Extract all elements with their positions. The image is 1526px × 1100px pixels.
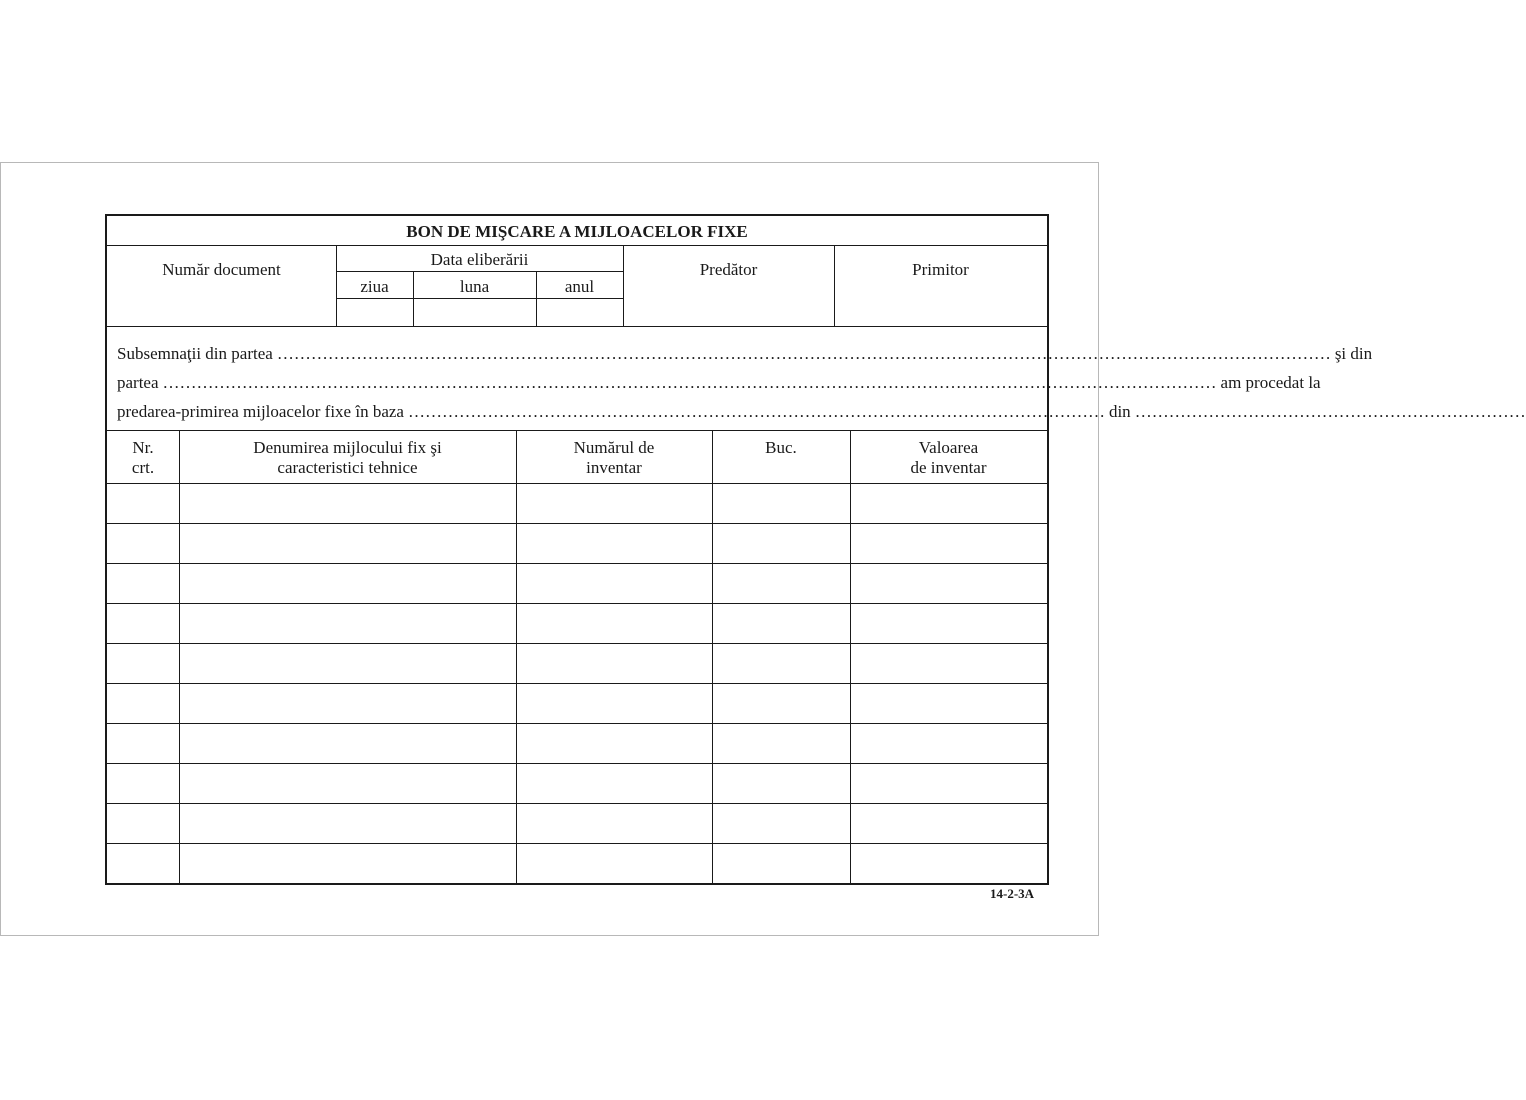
col-nr-label-2: crt. xyxy=(131,458,155,477)
statement-text: şi din xyxy=(1334,344,1373,363)
fill-in-dots[interactable]: …………………………………………………………… xyxy=(1134,402,1526,421)
divider xyxy=(107,430,1047,431)
table-row[interactable] xyxy=(107,803,1047,804)
table-row[interactable] xyxy=(107,843,1047,844)
divider xyxy=(107,245,1047,246)
year-label: anul xyxy=(564,277,595,296)
table-row[interactable] xyxy=(107,603,1047,604)
issue-date-label: Data eliberării xyxy=(430,250,529,269)
table-row[interactable] xyxy=(107,763,1047,764)
giver-label: Predător xyxy=(699,260,758,279)
divider xyxy=(336,298,623,299)
statement-text: am procedat la xyxy=(1220,373,1321,392)
table-row[interactable] xyxy=(107,523,1047,524)
table-row[interactable] xyxy=(107,643,1047,644)
fill-in-dots[interactable]: …………………………………………………………………………………………………………………………………………………………………… xyxy=(276,344,1331,363)
divider xyxy=(850,430,851,883)
table-row[interactable] xyxy=(107,563,1047,564)
month-input-cell[interactable] xyxy=(415,300,534,324)
divider xyxy=(623,245,624,326)
col-name-label-2: caracteristici tehnice xyxy=(277,458,418,477)
movement-voucher-form xyxy=(105,214,1526,885)
table-row[interactable] xyxy=(107,723,1047,724)
divider xyxy=(834,245,835,326)
col-qty-label: Buc. xyxy=(765,438,797,457)
form-code: 14-2-3A xyxy=(990,886,1035,901)
table-row[interactable] xyxy=(107,483,1047,484)
statement-text: predarea-primirea mijloacelor fixe în baza xyxy=(117,402,404,421)
statement-line-2 xyxy=(117,373,1321,393)
divider xyxy=(107,326,1047,327)
statement-line-1 xyxy=(117,344,1373,364)
statement-text: din xyxy=(1108,402,1131,421)
col-nr-label-1: Nr. xyxy=(132,438,154,457)
col-inventory-label-2: inventar xyxy=(586,458,642,477)
month-label: luna xyxy=(459,277,490,296)
receiver-label: Primitor xyxy=(912,260,969,279)
fill-in-dots[interactable]: …………………………………………………………………………………………………………… xyxy=(407,402,1105,421)
form-title: BON DE MIŞCARE A MIJLOACELOR FIXE xyxy=(406,222,748,241)
divider xyxy=(179,430,180,883)
statement-line-3 xyxy=(117,402,1526,422)
statement-text: Subsemnaţii din partea xyxy=(117,344,273,363)
divider xyxy=(516,430,517,883)
fill-in-dots[interactable]: …………………………………………………………………………………………………………………………………………………………………… xyxy=(162,373,1217,392)
col-inventory-label-1: Numărul de xyxy=(573,438,655,457)
divider xyxy=(712,430,713,883)
col-value-label-2: de inventar xyxy=(910,458,987,477)
day-input-cell[interactable] xyxy=(338,300,411,324)
table-row[interactable] xyxy=(107,683,1047,684)
col-value-label-1: Valoarea xyxy=(918,438,979,457)
year-input-cell[interactable] xyxy=(538,300,621,324)
statement-text: partea xyxy=(117,373,159,392)
doc-number-label: Număr document xyxy=(162,260,281,279)
divider xyxy=(336,271,623,272)
col-name-label-1: Denumirea mijlocului fix şi xyxy=(253,438,442,457)
day-label: ziua xyxy=(360,277,389,296)
